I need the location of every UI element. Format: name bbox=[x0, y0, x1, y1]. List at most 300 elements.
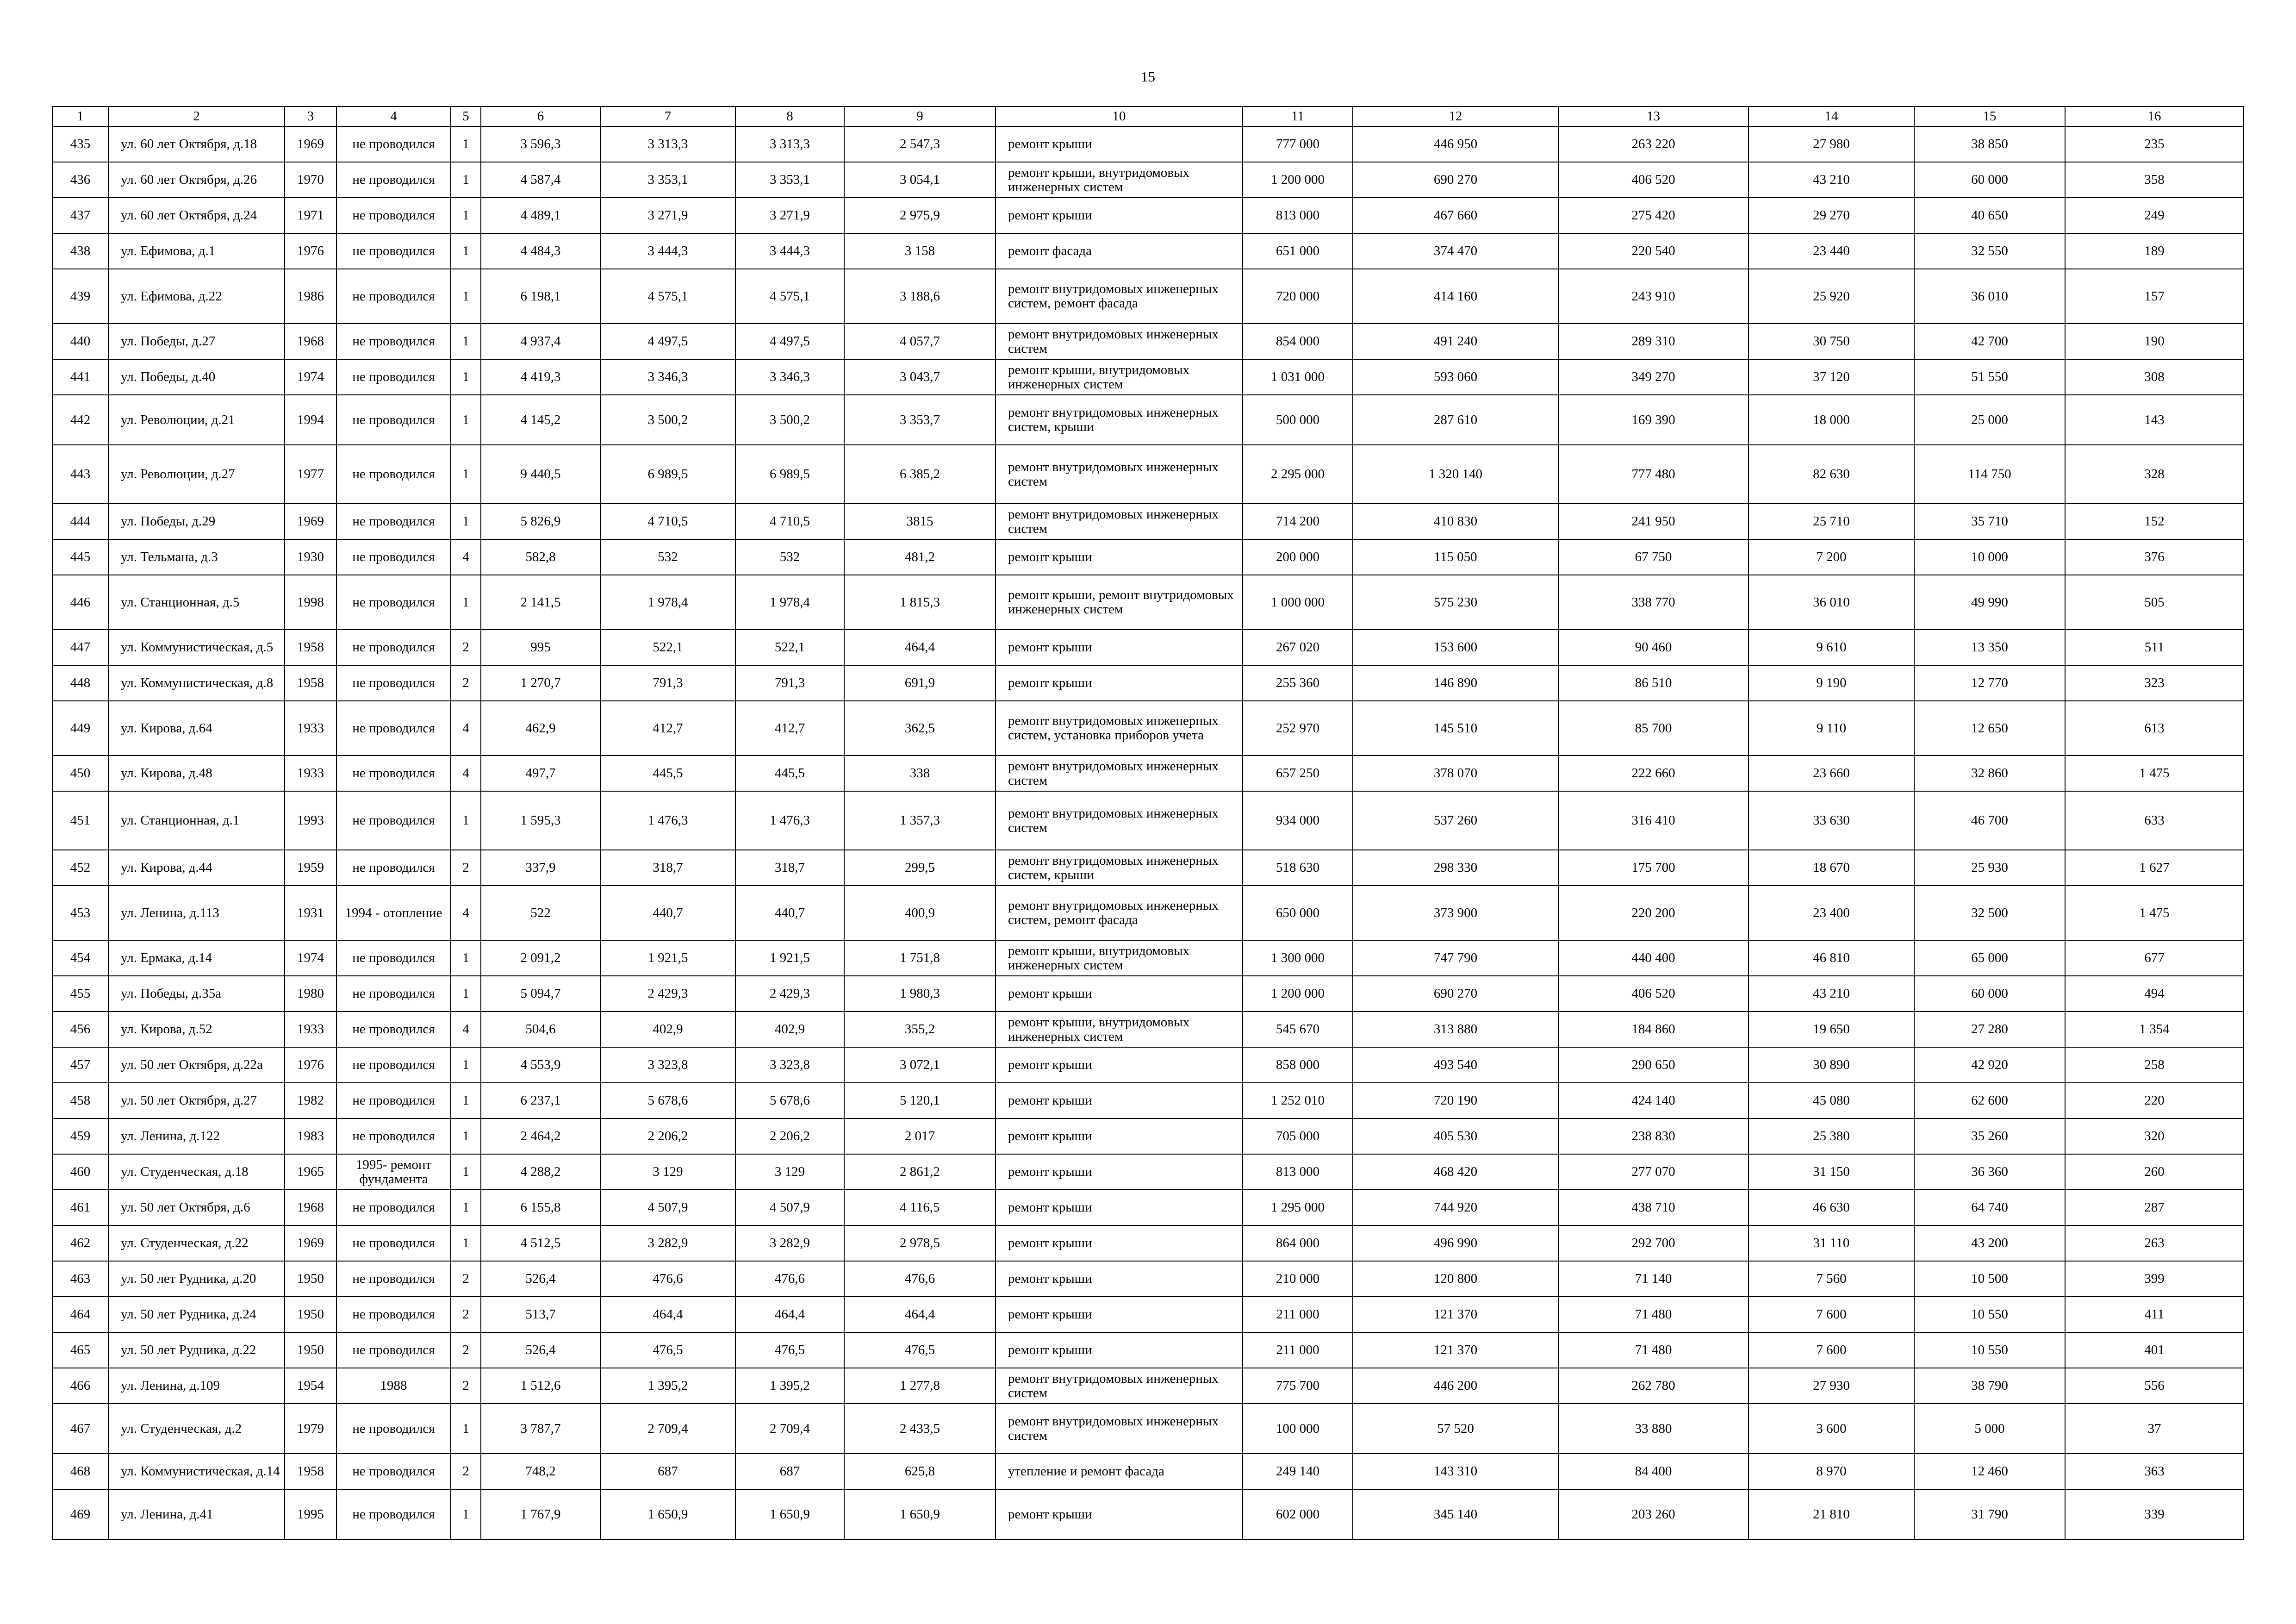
total-cost-cell: 255 360 bbox=[1243, 665, 1353, 701]
table-row bbox=[52, 1225, 2244, 1261]
fund-amount-cell: 491 240 bbox=[1353, 324, 1558, 359]
area-owned-cell: 476,6 bbox=[735, 1261, 844, 1297]
row-number-cell: 445 bbox=[52, 539, 108, 575]
total-cost-cell: 651 000 bbox=[1243, 233, 1353, 269]
local-budget-cell: 8 970 bbox=[1748, 1454, 1914, 1489]
row-number-cell: 448 bbox=[52, 665, 108, 701]
total-cost-cell: 2 295 000 bbox=[1243, 445, 1353, 504]
category-cell: 2 bbox=[451, 1297, 481, 1332]
last-repair-cell: не проводился bbox=[336, 395, 451, 445]
repair-type-cell: ремонт крыши bbox=[996, 1154, 1243, 1190]
address-cell: ул. Победы, д.29 bbox=[108, 504, 285, 539]
budget-amount-cell: 406 520 bbox=[1558, 976, 1748, 1012]
address-cell: ул. Тельмана, д.3 bbox=[108, 539, 285, 575]
cost-per-m2-cell: 260 bbox=[2065, 1154, 2244, 1190]
category-cell: 1 bbox=[451, 1118, 481, 1154]
category-cell: 1 bbox=[451, 233, 481, 269]
local-budget-cell: 37 120 bbox=[1748, 359, 1914, 395]
last-repair-cell: не проводился bbox=[336, 1047, 451, 1083]
cost-per-m2-cell: 323 bbox=[2065, 665, 2244, 701]
year-built-cell: 1958 bbox=[285, 630, 336, 665]
budget-amount-cell: 33 880 bbox=[1558, 1404, 1748, 1454]
table-row bbox=[52, 539, 2244, 575]
total-cost-cell: 1 300 000 bbox=[1243, 940, 1353, 976]
budget-amount-cell: 85 700 bbox=[1558, 701, 1748, 756]
total-cost-cell: 249 140 bbox=[1243, 1454, 1353, 1489]
living-area-cell: 1 921,5 bbox=[600, 940, 735, 976]
table-row bbox=[52, 630, 2244, 665]
total-cost-cell: 1 200 000 bbox=[1243, 976, 1353, 1012]
row-number-cell: 438 bbox=[52, 233, 108, 269]
local-budget-cell: 25 710 bbox=[1748, 504, 1914, 539]
repair-type-cell: ремонт крыши bbox=[996, 1261, 1243, 1297]
total-cost-cell: 1 200 000 bbox=[1243, 162, 1353, 198]
fund-amount-cell: 744 920 bbox=[1353, 1190, 1558, 1225]
total-cost-cell: 934 000 bbox=[1243, 791, 1353, 850]
area-owned-cell: 3 129 bbox=[735, 1154, 844, 1190]
total-cost-cell: 100 000 bbox=[1243, 1404, 1353, 1454]
local-budget-cell: 3 600 bbox=[1748, 1404, 1914, 1454]
repair-type-cell: ремонт крыши bbox=[996, 1332, 1243, 1368]
total-area-cell: 6 155,8 bbox=[481, 1190, 600, 1225]
row-number-cell: 441 bbox=[52, 359, 108, 395]
total-area-cell: 526,4 bbox=[481, 1261, 600, 1297]
repair-type-cell: ремонт крыши bbox=[996, 539, 1243, 575]
fund-amount-cell: 690 270 bbox=[1353, 976, 1558, 1012]
total-cost-cell: 1 000 000 bbox=[1243, 575, 1353, 630]
area-residential-cell: 3 353,7 bbox=[844, 395, 996, 445]
total-cost-cell: 854 000 bbox=[1243, 324, 1353, 359]
category-cell: 1 bbox=[451, 198, 481, 233]
living-area-cell: 3 346,3 bbox=[600, 359, 735, 395]
row-number-cell: 436 bbox=[52, 162, 108, 198]
living-area-cell: 791,3 bbox=[600, 665, 735, 701]
living-area-cell: 687 bbox=[600, 1454, 735, 1489]
budget-amount-cell: 292 700 bbox=[1558, 1225, 1748, 1261]
local-budget-cell: 23 660 bbox=[1748, 756, 1914, 791]
year-built-cell: 1958 bbox=[285, 665, 336, 701]
owners-share-cell: 10 550 bbox=[1914, 1297, 2065, 1332]
area-owned-cell: 2 206,2 bbox=[735, 1118, 844, 1154]
total-area-cell: 3 596,3 bbox=[481, 126, 600, 162]
area-owned-cell: 3 282,9 bbox=[735, 1225, 844, 1261]
category-cell: 2 bbox=[451, 1261, 481, 1297]
area-owned-cell: 2 709,4 bbox=[735, 1404, 844, 1454]
area-owned-cell: 4 575,1 bbox=[735, 269, 844, 324]
total-area-cell: 504,6 bbox=[481, 1012, 600, 1047]
area-owned-cell: 5 678,6 bbox=[735, 1083, 844, 1118]
area-owned-cell: 522,1 bbox=[735, 630, 844, 665]
table-row bbox=[52, 1083, 2244, 1118]
column-number-row bbox=[52, 106, 2244, 126]
table-row bbox=[52, 1297, 2244, 1332]
table-row bbox=[52, 445, 2244, 504]
owners-share-cell: 10 500 bbox=[1914, 1261, 2065, 1297]
owners-share-cell: 27 280 bbox=[1914, 1012, 2065, 1047]
area-residential-cell: 3 072,1 bbox=[844, 1047, 996, 1083]
category-cell: 2 bbox=[451, 1368, 481, 1404]
fund-amount-cell: 414 160 bbox=[1353, 269, 1558, 324]
total-cost-cell: 650 000 bbox=[1243, 886, 1353, 940]
area-residential-cell: 2 978,5 bbox=[844, 1225, 996, 1261]
total-area-cell: 4 587,4 bbox=[481, 162, 600, 198]
area-residential-cell: 362,5 bbox=[844, 701, 996, 756]
category-cell: 2 bbox=[451, 1332, 481, 1368]
repair-type-cell: ремонт крыши bbox=[996, 1297, 1243, 1332]
repair-type-cell: ремонт крыши, ремонт внутридомовых инженерных систем bbox=[996, 575, 1243, 630]
row-number-cell: 461 bbox=[52, 1190, 108, 1225]
area-owned-cell: 1 395,2 bbox=[735, 1368, 844, 1404]
total-cost-cell: 210 000 bbox=[1243, 1261, 1353, 1297]
area-residential-cell: 3 043,7 bbox=[844, 359, 996, 395]
area-owned-cell: 1 650,9 bbox=[735, 1489, 844, 1539]
column-header: 14 bbox=[1748, 106, 1914, 126]
category-cell: 1 bbox=[451, 126, 481, 162]
last-repair-cell: не проводился bbox=[336, 1118, 451, 1154]
fund-amount-cell: 468 420 bbox=[1353, 1154, 1558, 1190]
local-budget-cell: 21 810 bbox=[1748, 1489, 1914, 1539]
last-repair-cell: не проводился bbox=[336, 1489, 451, 1539]
budget-amount-cell: 67 750 bbox=[1558, 539, 1748, 575]
total-cost-cell: 813 000 bbox=[1243, 1154, 1353, 1190]
fund-amount-cell: 720 190 bbox=[1353, 1083, 1558, 1118]
last-repair-cell: не проводился bbox=[336, 1190, 451, 1225]
local-budget-cell: 27 930 bbox=[1748, 1368, 1914, 1404]
fund-amount-cell: 747 790 bbox=[1353, 940, 1558, 976]
row-number-cell: 450 bbox=[52, 756, 108, 791]
year-built-cell: 1977 bbox=[285, 445, 336, 504]
table-row bbox=[52, 1489, 2244, 1539]
area-owned-cell: 464,4 bbox=[735, 1297, 844, 1332]
owners-share-cell: 65 000 bbox=[1914, 940, 2065, 976]
row-number-cell: 453 bbox=[52, 886, 108, 940]
living-area-cell: 3 271,9 bbox=[600, 198, 735, 233]
repair-type-cell: ремонт крыши, внутридомовых инженерных систем bbox=[996, 1012, 1243, 1047]
row-number-cell: 447 bbox=[52, 630, 108, 665]
category-cell: 1 bbox=[451, 1225, 481, 1261]
local-budget-cell: 30 890 bbox=[1748, 1047, 1914, 1083]
table-row bbox=[52, 324, 2244, 359]
repair-type-cell: ремонт крыши bbox=[996, 1489, 1243, 1539]
total-area-cell: 522 bbox=[481, 886, 600, 940]
total-cost-cell: 720 000 bbox=[1243, 269, 1353, 324]
table-row bbox=[52, 665, 2244, 701]
budget-amount-cell: 316 410 bbox=[1558, 791, 1748, 850]
category-cell: 4 bbox=[451, 701, 481, 756]
area-residential-cell: 464,4 bbox=[844, 630, 996, 665]
owners-share-cell: 51 550 bbox=[1914, 359, 2065, 395]
living-area-cell: 3 282,9 bbox=[600, 1225, 735, 1261]
address-cell: ул. Станционная, д.5 bbox=[108, 575, 285, 630]
cost-per-m2-cell: 328 bbox=[2065, 445, 2244, 504]
total-area-cell: 2 464,2 bbox=[481, 1118, 600, 1154]
address-cell: ул. 50 лет Октября, д.27 bbox=[108, 1083, 285, 1118]
total-cost-cell: 500 000 bbox=[1243, 395, 1353, 445]
cost-per-m2-cell: 505 bbox=[2065, 575, 2244, 630]
total-area-cell: 513,7 bbox=[481, 1297, 600, 1332]
year-built-cell: 1933 bbox=[285, 701, 336, 756]
row-number-cell: 446 bbox=[52, 575, 108, 630]
budget-amount-cell: 169 390 bbox=[1558, 395, 1748, 445]
total-area-cell: 526,4 bbox=[481, 1332, 600, 1368]
last-repair-cell: не проводился bbox=[336, 850, 451, 886]
total-cost-cell: 777 000 bbox=[1243, 126, 1353, 162]
cost-per-m2-cell: 399 bbox=[2065, 1261, 2244, 1297]
budget-amount-cell: 220 540 bbox=[1558, 233, 1748, 269]
total-cost-cell: 267 020 bbox=[1243, 630, 1353, 665]
total-area-cell: 337,9 bbox=[481, 850, 600, 886]
last-repair-cell: не проводился bbox=[336, 1083, 451, 1118]
table-row bbox=[52, 126, 2244, 162]
area-residential-cell: 3 158 bbox=[844, 233, 996, 269]
row-number-cell: 456 bbox=[52, 1012, 108, 1047]
year-built-cell: 1974 bbox=[285, 940, 336, 976]
fund-amount-cell: 115 050 bbox=[1353, 539, 1558, 575]
column-header: 4 bbox=[336, 106, 451, 126]
fund-amount-cell: 405 530 bbox=[1353, 1118, 1558, 1154]
budget-amount-cell: 243 910 bbox=[1558, 269, 1748, 324]
area-owned-cell: 4 497,5 bbox=[735, 324, 844, 359]
total-area-cell: 1 767,9 bbox=[481, 1489, 600, 1539]
total-area-cell: 1 512,6 bbox=[481, 1368, 600, 1404]
living-area-cell: 522,1 bbox=[600, 630, 735, 665]
living-area-cell: 3 323,8 bbox=[600, 1047, 735, 1083]
row-number-cell: 442 bbox=[52, 395, 108, 445]
last-repair-cell: не проводился bbox=[336, 630, 451, 665]
category-cell: 1 bbox=[451, 162, 481, 198]
local-budget-cell: 7 600 bbox=[1748, 1332, 1914, 1368]
area-residential-cell: 6 385,2 bbox=[844, 445, 996, 504]
repair-type-cell: ремонт фасада bbox=[996, 233, 1243, 269]
cost-per-m2-cell: 411 bbox=[2065, 1297, 2244, 1332]
cost-per-m2-cell: 1 354 bbox=[2065, 1012, 2244, 1047]
column-header: 1 bbox=[52, 106, 108, 126]
year-built-cell: 1959 bbox=[285, 850, 336, 886]
repair-type-cell: ремонт крыши bbox=[996, 1047, 1243, 1083]
category-cell: 1 bbox=[451, 1083, 481, 1118]
table-row bbox=[52, 886, 2244, 940]
budget-amount-cell: 184 860 bbox=[1558, 1012, 1748, 1047]
column-header: 11 bbox=[1243, 106, 1353, 126]
local-budget-cell: 43 210 bbox=[1748, 976, 1914, 1012]
year-built-cell: 1970 bbox=[285, 162, 336, 198]
address-cell: ул. Ленина, д.41 bbox=[108, 1489, 285, 1539]
budget-amount-cell: 84 400 bbox=[1558, 1454, 1748, 1489]
category-cell: 1 bbox=[451, 359, 481, 395]
fund-amount-cell: 373 900 bbox=[1353, 886, 1558, 940]
cost-per-m2-cell: 143 bbox=[2065, 395, 2244, 445]
living-area-cell: 440,7 bbox=[600, 886, 735, 940]
cost-per-m2-cell: 320 bbox=[2065, 1118, 2244, 1154]
repair-type-cell: ремонт внутридомовых инженерных систем bbox=[996, 445, 1243, 504]
address-cell: ул. Победы, д.27 bbox=[108, 324, 285, 359]
repair-type-cell: ремонт внутридомовых инженерных систем bbox=[996, 1368, 1243, 1404]
repair-type-cell: ремонт внутридомовых инженерных систем bbox=[996, 1404, 1243, 1454]
address-cell: ул. 50 лет Октября, д.6 bbox=[108, 1190, 285, 1225]
owners-share-cell: 43 200 bbox=[1914, 1225, 2065, 1261]
area-owned-cell: 3 444,3 bbox=[735, 233, 844, 269]
area-residential-cell: 3815 bbox=[844, 504, 996, 539]
last-repair-cell: не проводился bbox=[336, 162, 451, 198]
total-area-cell: 4 553,9 bbox=[481, 1047, 600, 1083]
address-cell: ул. Ермака, д.14 bbox=[108, 940, 285, 976]
local-budget-cell: 29 270 bbox=[1748, 198, 1914, 233]
column-header: 7 bbox=[600, 106, 735, 126]
address-cell: ул. Победы, д.40 bbox=[108, 359, 285, 395]
living-area-cell: 412,7 bbox=[600, 701, 735, 756]
owners-share-cell: 35 710 bbox=[1914, 504, 2065, 539]
owners-share-cell: 12 460 bbox=[1914, 1454, 2065, 1489]
cost-per-m2-cell: 308 bbox=[2065, 359, 2244, 395]
address-cell: ул. 50 лет Рудника, д.20 bbox=[108, 1261, 285, 1297]
cost-per-m2-cell: 613 bbox=[2065, 701, 2244, 756]
total-area-cell: 4 489,1 bbox=[481, 198, 600, 233]
owners-share-cell: 10 550 bbox=[1914, 1332, 2065, 1368]
repair-type-cell: утепление и ремонт фасада bbox=[996, 1454, 1243, 1489]
owners-share-cell: 32 550 bbox=[1914, 233, 2065, 269]
last-repair-cell: не проводился bbox=[336, 233, 451, 269]
repair-type-cell: ремонт крыши bbox=[996, 976, 1243, 1012]
address-cell: ул. Кирова, д.48 bbox=[108, 756, 285, 791]
category-cell: 2 bbox=[451, 665, 481, 701]
total-cost-cell: 705 000 bbox=[1243, 1118, 1353, 1154]
housing-repair-table bbox=[52, 106, 2244, 1540]
living-area-cell: 4 507,9 bbox=[600, 1190, 735, 1225]
row-number-cell: 437 bbox=[52, 198, 108, 233]
fund-amount-cell: 446 950 bbox=[1353, 126, 1558, 162]
last-repair-cell: не проводился bbox=[336, 1012, 451, 1047]
table-row bbox=[52, 1454, 2244, 1489]
repair-type-cell: ремонт крыши bbox=[996, 1225, 1243, 1261]
year-built-cell: 1983 bbox=[285, 1118, 336, 1154]
local-budget-cell: 19 650 bbox=[1748, 1012, 1914, 1047]
area-residential-cell: 299,5 bbox=[844, 850, 996, 886]
year-built-cell: 1931 bbox=[285, 886, 336, 940]
row-number-cell: 454 bbox=[52, 940, 108, 976]
cost-per-m2-cell: 263 bbox=[2065, 1225, 2244, 1261]
budget-amount-cell: 406 520 bbox=[1558, 162, 1748, 198]
year-built-cell: 1930 bbox=[285, 539, 336, 575]
area-owned-cell: 3 313,3 bbox=[735, 126, 844, 162]
row-number-cell: 451 bbox=[52, 791, 108, 850]
living-area-cell: 2 709,4 bbox=[600, 1404, 735, 1454]
category-cell: 1 bbox=[451, 395, 481, 445]
repair-type-cell: ремонт внутридомовых инженерных систем bbox=[996, 324, 1243, 359]
category-cell: 1 bbox=[451, 575, 481, 630]
address-cell: ул. Ленина, д.109 bbox=[108, 1368, 285, 1404]
table-row bbox=[52, 1404, 2244, 1454]
area-residential-cell: 476,6 bbox=[844, 1261, 996, 1297]
area-owned-cell: 1 921,5 bbox=[735, 940, 844, 976]
local-budget-cell: 31 150 bbox=[1748, 1154, 1914, 1190]
area-residential-cell: 1 751,8 bbox=[844, 940, 996, 976]
local-budget-cell: 27 980 bbox=[1748, 126, 1914, 162]
total-area-cell: 995 bbox=[481, 630, 600, 665]
living-area-cell: 4 575,1 bbox=[600, 269, 735, 324]
owners-share-cell: 10 000 bbox=[1914, 539, 2065, 575]
budget-amount-cell: 338 770 bbox=[1558, 575, 1748, 630]
address-cell: ул. Революции, д.27 bbox=[108, 445, 285, 504]
year-built-cell: 1994 bbox=[285, 395, 336, 445]
living-area-cell: 445,5 bbox=[600, 756, 735, 791]
address-cell: ул. Студенческая, д.22 bbox=[108, 1225, 285, 1261]
total-cost-cell: 864 000 bbox=[1243, 1225, 1353, 1261]
repair-type-cell: ремонт крыши bbox=[996, 126, 1243, 162]
table-row bbox=[52, 395, 2244, 445]
cost-per-m2-cell: 1 475 bbox=[2065, 756, 2244, 791]
total-cost-cell: 657 250 bbox=[1243, 756, 1353, 791]
area-residential-cell: 2 861,2 bbox=[844, 1154, 996, 1190]
fund-amount-cell: 287 610 bbox=[1353, 395, 1558, 445]
budget-amount-cell: 175 700 bbox=[1558, 850, 1748, 886]
year-built-cell: 1986 bbox=[285, 269, 336, 324]
living-area-cell: 1 395,2 bbox=[600, 1368, 735, 1404]
year-built-cell: 1971 bbox=[285, 198, 336, 233]
address-cell: ул. 50 лет Октября, д.22а bbox=[108, 1047, 285, 1083]
total-area-cell: 9 440,5 bbox=[481, 445, 600, 504]
category-cell: 1 bbox=[451, 1047, 481, 1083]
category-cell: 2 bbox=[451, 630, 481, 665]
area-residential-cell: 4 057,7 bbox=[844, 324, 996, 359]
table-row bbox=[52, 233, 2244, 269]
area-residential-cell: 2 547,3 bbox=[844, 126, 996, 162]
budget-amount-cell: 220 200 bbox=[1558, 886, 1748, 940]
column-header: 8 bbox=[735, 106, 844, 126]
table-row bbox=[52, 1118, 2244, 1154]
area-residential-cell: 400,9 bbox=[844, 886, 996, 940]
budget-amount-cell: 71 480 bbox=[1558, 1297, 1748, 1332]
total-area-cell: 748,2 bbox=[481, 1454, 600, 1489]
table-row bbox=[52, 359, 2244, 395]
table-row bbox=[52, 1012, 2244, 1047]
owners-share-cell: 25 000 bbox=[1914, 395, 2065, 445]
local-budget-cell: 25 920 bbox=[1748, 269, 1914, 324]
fund-amount-cell: 593 060 bbox=[1353, 359, 1558, 395]
owners-share-cell: 60 000 bbox=[1914, 162, 2065, 198]
cost-per-m2-cell: 376 bbox=[2065, 539, 2244, 575]
living-area-cell: 532 bbox=[600, 539, 735, 575]
table-row bbox=[52, 504, 2244, 539]
owners-share-cell: 42 920 bbox=[1914, 1047, 2065, 1083]
living-area-cell: 3 500,2 bbox=[600, 395, 735, 445]
year-built-cell: 1968 bbox=[285, 1190, 336, 1225]
total-cost-cell: 858 000 bbox=[1243, 1047, 1353, 1083]
table-row bbox=[52, 162, 2244, 198]
category-cell: 4 bbox=[451, 886, 481, 940]
row-number-cell: 464 bbox=[52, 1297, 108, 1332]
area-owned-cell: 3 500,2 bbox=[735, 395, 844, 445]
category-cell: 1 bbox=[451, 324, 481, 359]
fund-amount-cell: 143 310 bbox=[1353, 1454, 1558, 1489]
total-area-cell: 497,7 bbox=[481, 756, 600, 791]
category-cell: 1 bbox=[451, 445, 481, 504]
repair-type-cell: ремонт внутридомовых инженерных систем, крыши bbox=[996, 395, 1243, 445]
category-cell: 1 bbox=[451, 1190, 481, 1225]
total-cost-cell: 211 000 bbox=[1243, 1332, 1353, 1368]
area-owned-cell: 1 476,3 bbox=[735, 791, 844, 850]
local-budget-cell: 9 110 bbox=[1748, 701, 1914, 756]
year-built-cell: 1950 bbox=[285, 1297, 336, 1332]
year-built-cell: 1965 bbox=[285, 1154, 336, 1190]
total-area-cell: 4 419,3 bbox=[481, 359, 600, 395]
fund-amount-cell: 121 370 bbox=[1353, 1332, 1558, 1368]
total-area-cell: 4 512,5 bbox=[481, 1225, 600, 1261]
owners-share-cell: 114 750 bbox=[1914, 445, 2065, 504]
area-residential-cell: 355,2 bbox=[844, 1012, 996, 1047]
budget-amount-cell: 86 510 bbox=[1558, 665, 1748, 701]
living-area-cell: 3 313,3 bbox=[600, 126, 735, 162]
total-cost-cell: 545 670 bbox=[1243, 1012, 1353, 1047]
